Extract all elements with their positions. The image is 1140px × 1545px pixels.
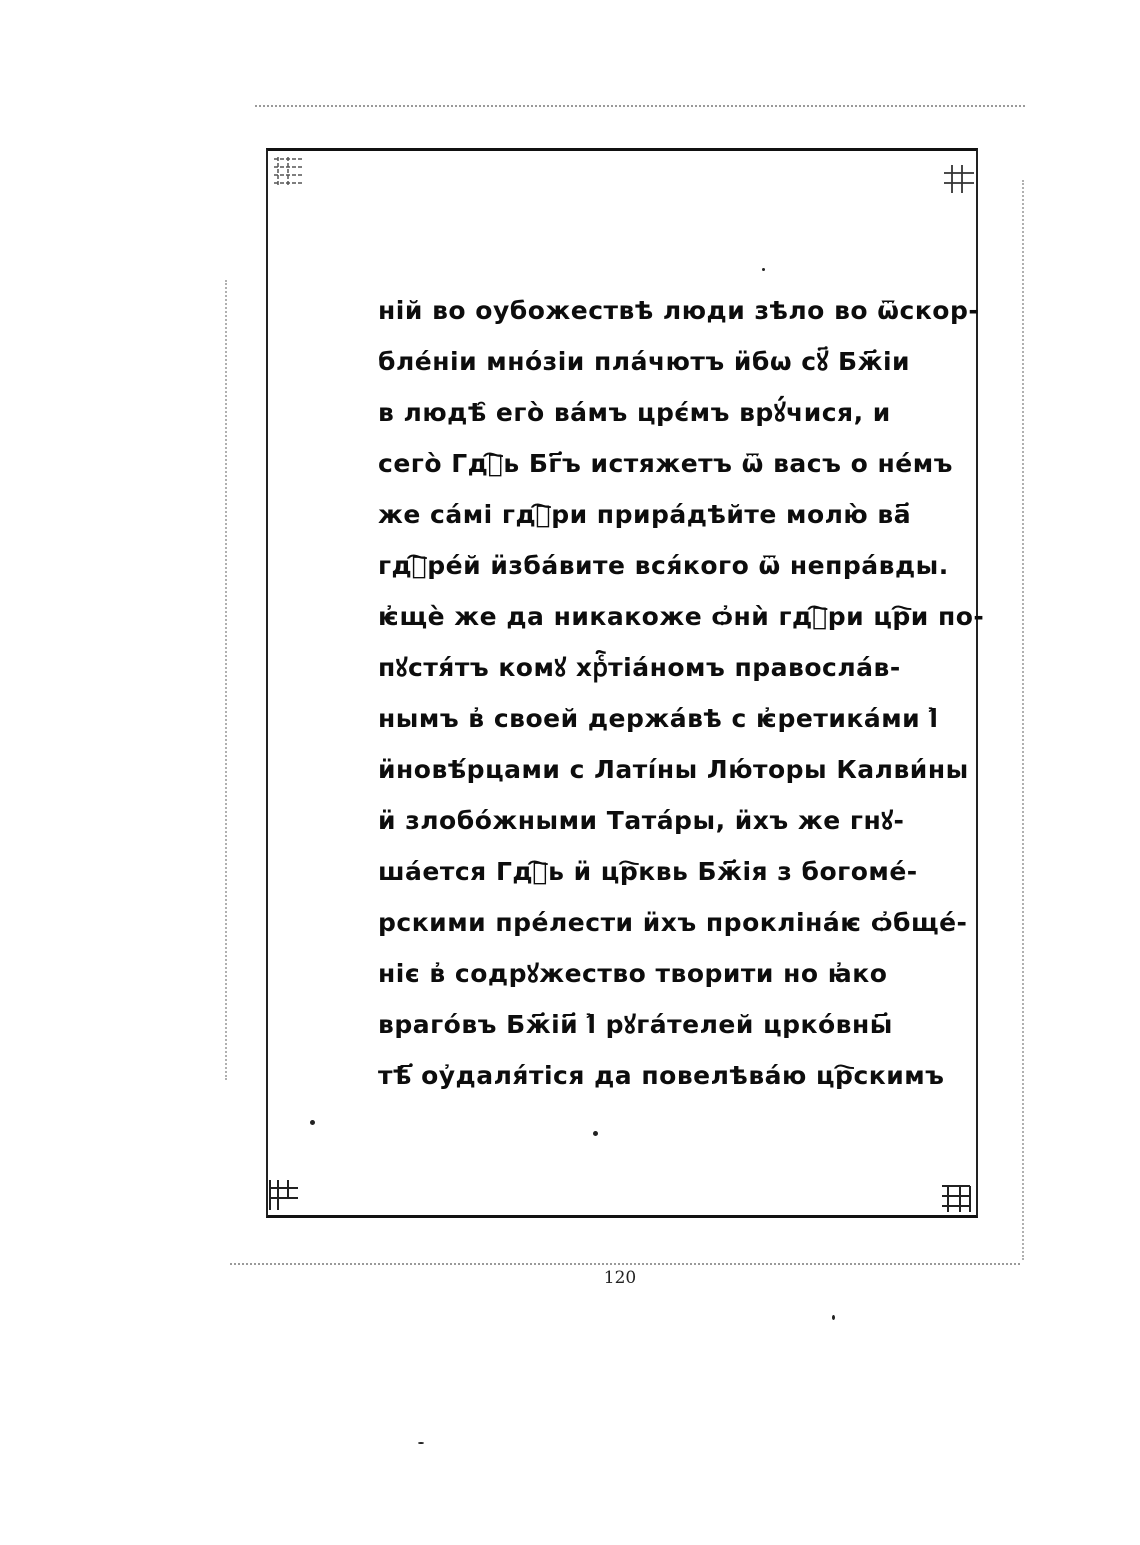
scan-edge-right — [1022, 180, 1024, 1260]
corner-ornament-bottom-left — [266, 1178, 300, 1212]
ink-speck — [762, 268, 765, 271]
ink-speck — [832, 1315, 835, 1320]
text-line-13: рскими пре́лести ӥхъ прокліна́ѥ ѻ҆бще́- — [378, 908, 968, 937]
text-line-8: пꙋстя́тъ комꙋ хрⷭ҇тіа́номъ правосла́в- — [378, 653, 901, 682]
text-line-5: же са́мі гдⷭ҇ри прира́дѣйте молю̀ ва҃ — [378, 500, 912, 529]
text-line-4: сего̀ Гдⷭ҇ь Бг҃ъ истяжетъ ѿ васъ о не́мъ — [378, 449, 953, 478]
text-line-1: ній во оубожествѣ люди зѣло во ѿскор- — [378, 296, 980, 325]
slavonic-text-block — [378, 285, 985, 1101]
text-line-10: ӥновѣ́рцами с Латі́ны Лю́торы Калви́ны — [378, 755, 969, 784]
text-line-14: ніє в҆ содрꙋжество творити но ꙗ҆ко — [378, 959, 888, 988]
ink-speck — [310, 1120, 315, 1125]
scan-edge-left — [225, 280, 227, 1080]
text-line-16: тѣ҃ оу҆даля́тіся да повелѣва́ю цр҇скимъ — [378, 1061, 945, 1090]
corner-ornament-top-left — [272, 155, 306, 189]
corner-ornament-bottom-right — [940, 1180, 974, 1214]
ink-speck — [593, 1131, 598, 1136]
text-line-15: враго́въ Бж҃іи҃ ӏ҆ рꙋга́телей црко́вны҃ — [378, 1010, 893, 1039]
text-line-6: гдⷭ҇ре́й ӥзба́вите вся́кого ѿ непра́вды. — [378, 551, 949, 580]
corner-ornament-top-right — [942, 163, 976, 197]
text-line-7: ѥ҆щѐ же да никакоже ѻ҆нѝ гдⷭ҇ри цр҇и по- — [378, 602, 985, 631]
text-line-2: бле́ніи мно́зіи пла́чютъ ӥбѡ сꙋ҃ Бж҃іи — [378, 347, 911, 376]
scan-edge-top — [255, 105, 1025, 107]
page-number: 120 — [603, 1268, 637, 1288]
text-line-9: нымъ в҆ своей держа́вѣ с ѥ҆ретика́ми ӏ҆ — [378, 704, 939, 733]
text-line-3: в людѣ̑ его̀ ва́мъ црє́мъ врꙋ́чися, и — [378, 398, 891, 427]
ink-speck — [418, 1442, 424, 1444]
scan-edge-bottom — [230, 1263, 1020, 1265]
text-line-12: ша́ется Гдⷭ҇ь ӥ цр҇квь Бж҃ія з богоме́- — [378, 857, 918, 886]
text-line-11: ӥ злобо́жными Тата́ры, ӥхъ же гнꙋ- — [378, 806, 905, 835]
